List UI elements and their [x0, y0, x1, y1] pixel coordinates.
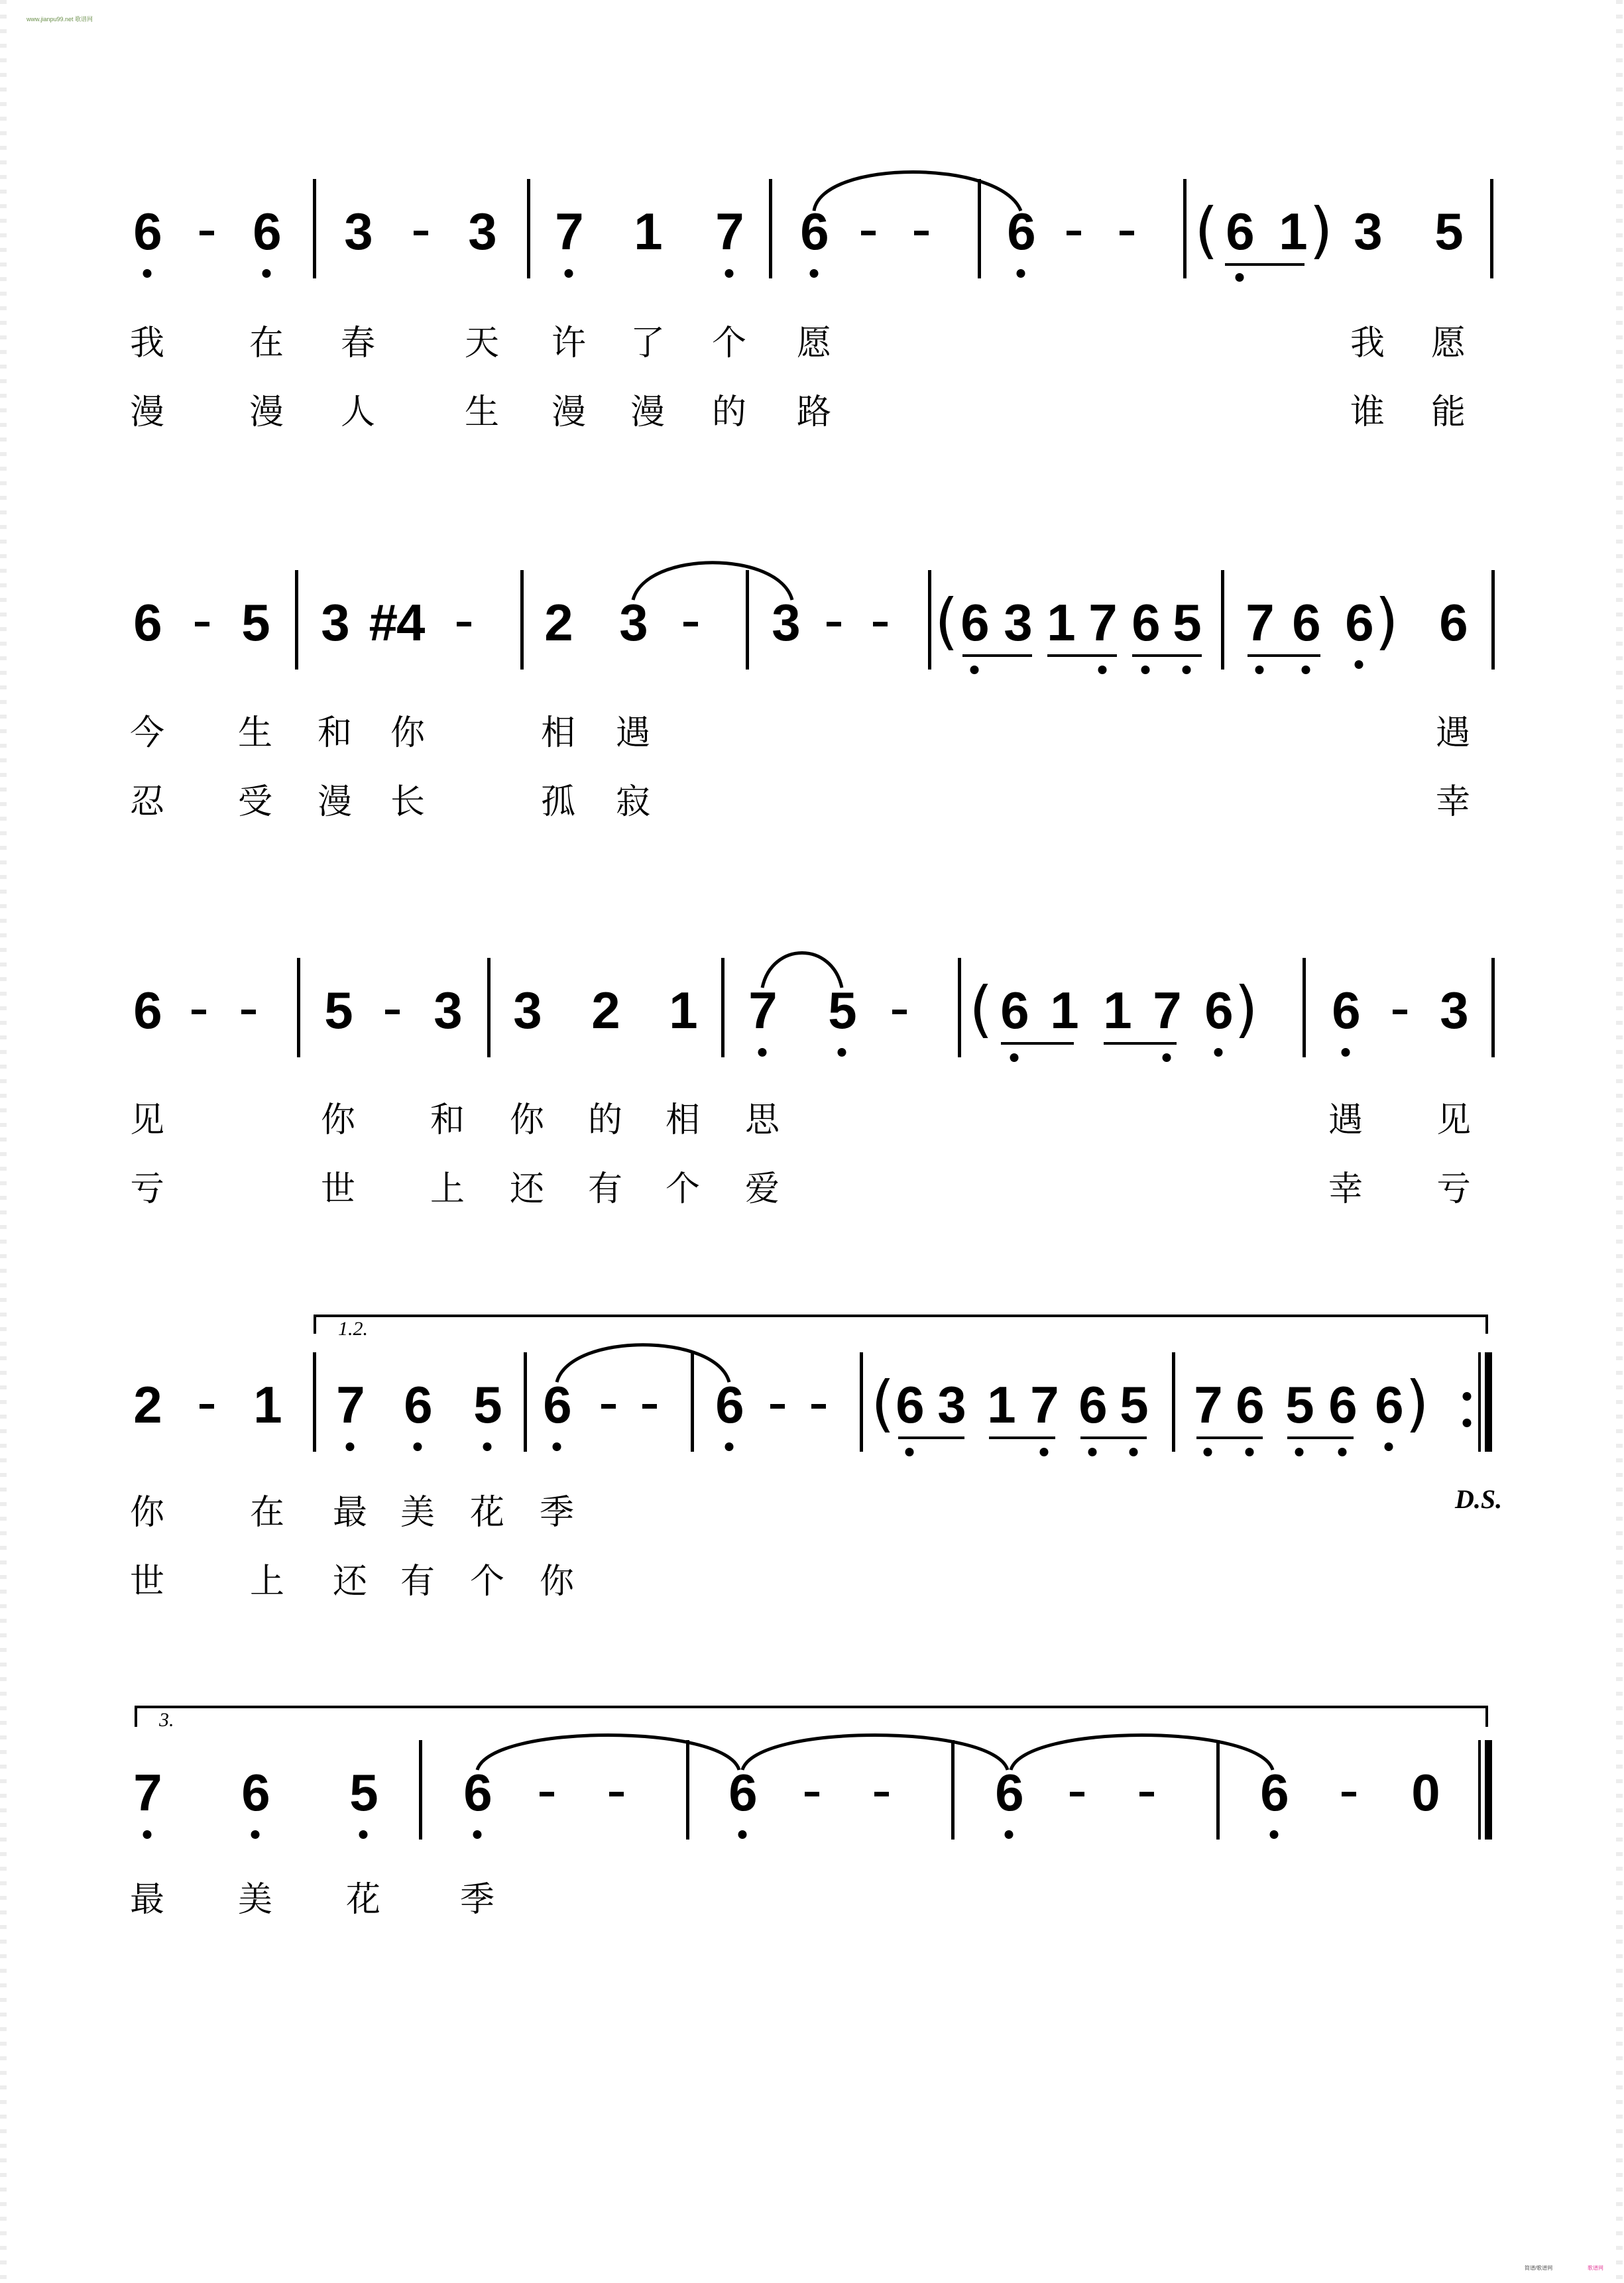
- lyric: 个: [665, 1169, 701, 1209]
- lyric: 我: [1350, 323, 1385, 363]
- lyric: 生: [237, 713, 273, 753]
- low-octave-dot: [725, 1442, 734, 1451]
- note: 6: [253, 202, 280, 261]
- notes-row: [0, 1368, 1624, 1511]
- extension-dash: [1120, 231, 1134, 235]
- final-barline-thick: [1485, 1352, 1492, 1452]
- note: 6: [1131, 593, 1159, 652]
- barline: [313, 179, 316, 278]
- low-octave-dot: [1214, 1048, 1223, 1057]
- footer-right-text: 歌谱网: [1588, 2265, 1603, 2271]
- extension-dash: [811, 1404, 826, 1409]
- lyric: 最: [332, 1493, 368, 1533]
- low-octave-dot: [553, 1442, 561, 1451]
- extension-dash: [601, 1404, 616, 1409]
- low-octave-dot: [970, 666, 979, 674]
- note: 3: [772, 593, 799, 652]
- eighth-underline: [1247, 654, 1320, 657]
- lyric: 路: [796, 392, 832, 432]
- tie: [477, 1735, 739, 1771]
- extension-dash: [770, 1404, 785, 1409]
- note: 3: [619, 593, 647, 652]
- lyric: 见: [1436, 1100, 1472, 1140]
- note: 5: [241, 593, 269, 652]
- lyric: 天: [464, 323, 500, 363]
- note: 6: [1439, 593, 1467, 652]
- extension-dash: [200, 231, 214, 235]
- barline: [721, 958, 725, 1057]
- lyric: 遇: [1328, 1100, 1363, 1140]
- note: 3: [468, 202, 496, 261]
- eighth-underline: [1080, 1436, 1147, 1439]
- note: 6: [728, 1763, 756, 1822]
- note: 2: [544, 593, 572, 652]
- lyric-row-1: [0, 1100, 1624, 1145]
- barline: [297, 958, 300, 1057]
- low-octave-dot: [810, 269, 819, 278]
- note: 6: [133, 202, 161, 261]
- extension-dash: [892, 1010, 907, 1014]
- lyric-row-2: [0, 782, 1624, 827]
- low-octave-dot: [1141, 666, 1150, 674]
- extension-dash: [385, 1010, 400, 1014]
- volta-bracket: [136, 1707, 1487, 1727]
- extension-dash: [1393, 1010, 1407, 1014]
- barline: [1183, 179, 1187, 278]
- tie: [742, 1735, 1008, 1771]
- lyric: 美: [400, 1493, 435, 1533]
- lyric: 幸: [1435, 782, 1471, 822]
- low-octave-dot: [1270, 1830, 1279, 1839]
- barline: [951, 1740, 955, 1840]
- note: 3: [321, 593, 349, 652]
- note: 7: [748, 981, 776, 1039]
- lyric: 亏: [129, 1169, 165, 1209]
- note: 5: [1173, 593, 1200, 652]
- lyric: 你: [390, 713, 426, 753]
- note: 7: [1088, 593, 1116, 652]
- lyric: 季: [539, 1493, 575, 1533]
- note: 6: [1226, 202, 1253, 261]
- note: 6: [1345, 593, 1373, 652]
- low-octave-dot: [1088, 1448, 1097, 1456]
- lyric: 漫: [630, 392, 666, 432]
- lyric: 你: [539, 1562, 575, 1602]
- lyric: 相: [665, 1100, 701, 1140]
- lyric: 遇: [615, 713, 651, 753]
- low-octave-dot: [1355, 660, 1363, 669]
- low-octave-dot: [483, 1442, 492, 1451]
- barline: [1303, 958, 1306, 1057]
- lyric: 你: [129, 1493, 165, 1533]
- low-octave-dot: [838, 1048, 846, 1057]
- barline: [686, 1740, 689, 1840]
- barline: [1172, 1352, 1175, 1452]
- note: 2: [591, 981, 619, 1039]
- note: 7: [1194, 1376, 1222, 1434]
- tie: [633, 563, 792, 600]
- paren-close: ): [1375, 586, 1399, 657]
- extension-dash: [1070, 1792, 1084, 1796]
- barline: [978, 179, 981, 278]
- lyric: 的: [587, 1100, 623, 1140]
- extension-dash: [1139, 1792, 1154, 1796]
- note: 3: [1440, 981, 1468, 1039]
- low-octave-dot: [251, 1830, 260, 1839]
- note: 3: [1004, 593, 1031, 652]
- low-octave-dot: [414, 1442, 422, 1451]
- note: 5: [1434, 202, 1462, 261]
- paren-close: ): [1234, 974, 1258, 1045]
- lyric-row-1: [0, 713, 1624, 758]
- low-octave-dot: [1098, 666, 1107, 674]
- extension-dash: [540, 1792, 554, 1796]
- eighth-underline: [1104, 1042, 1177, 1045]
- lyric: 思: [744, 1100, 780, 1140]
- lyric: 爱: [744, 1169, 780, 1209]
- note: 6: [800, 202, 828, 261]
- note: 3: [937, 1376, 965, 1434]
- note: 7: [1030, 1376, 1058, 1434]
- lyric: 相: [540, 713, 576, 753]
- extension-dash: [914, 231, 929, 235]
- low-octave-dot: [1040, 1448, 1049, 1456]
- extension-dash: [1067, 231, 1081, 235]
- paren-open: (: [871, 1368, 895, 1439]
- extension-dash: [861, 231, 876, 235]
- low-octave-dot: [565, 269, 573, 278]
- note: 6: [1292, 593, 1320, 652]
- lyric-row-1: [0, 1880, 1624, 1925]
- note: 5: [349, 1763, 377, 1822]
- low-octave-dot: [1236, 273, 1244, 282]
- lyric: 季: [459, 1880, 495, 1920]
- extension-dash: [874, 1792, 889, 1796]
- note: 6: [715, 1376, 743, 1434]
- notes-row: [0, 1763, 1624, 1899]
- low-octave-dot: [1255, 666, 1264, 674]
- barline: [487, 958, 491, 1057]
- lyric: 生: [464, 392, 500, 432]
- barline: [1216, 1740, 1220, 1840]
- eighth-underline: [1287, 1436, 1354, 1439]
- tie: [557, 1345, 729, 1382]
- eighth-underline: [1001, 1042, 1074, 1045]
- note: 6: [995, 1763, 1023, 1822]
- note: 1: [1047, 593, 1074, 652]
- lyric: 我: [129, 323, 165, 363]
- lyric-row-2: [0, 1169, 1624, 1214]
- site-watermark: www.jianpu99.net 歌谱网: [27, 16, 93, 23]
- lyric: 上: [430, 1169, 465, 1209]
- note: 3: [344, 202, 372, 261]
- note: 7: [1246, 593, 1273, 652]
- lyric: 有: [587, 1169, 623, 1209]
- barline: [1221, 570, 1224, 670]
- note: 6: [1236, 1376, 1263, 1434]
- note: #4: [369, 593, 424, 652]
- extension-dash: [805, 1792, 819, 1796]
- eighth-underline: [1047, 654, 1117, 657]
- extension-dash: [241, 1010, 256, 1014]
- note: 5: [828, 981, 856, 1039]
- extension-dash: [642, 1404, 657, 1409]
- low-octave-dot: [738, 1830, 747, 1839]
- barline: [928, 570, 931, 670]
- barline: [691, 1352, 694, 1452]
- paren-open: (: [1194, 195, 1218, 266]
- lyric: 见: [129, 1100, 165, 1140]
- lyric: 能: [1430, 392, 1466, 432]
- note: 1: [1279, 202, 1306, 261]
- barline: [313, 1352, 316, 1452]
- lyric: 漫: [551, 392, 587, 432]
- lyric: 世: [320, 1169, 356, 1209]
- tie: [1011, 1735, 1273, 1771]
- barline: [295, 570, 298, 670]
- note: 1: [669, 981, 697, 1039]
- low-octave-dot: [1005, 1830, 1014, 1839]
- low-octave-dot: [359, 1830, 368, 1839]
- lyric-row-1: [0, 1495, 1624, 1538]
- note: 6: [463, 1763, 491, 1822]
- note: 7: [336, 1376, 364, 1434]
- low-octave-dot: [1338, 1448, 1347, 1456]
- lyric: 愿: [1430, 323, 1466, 363]
- ds-marking: D.S.: [1455, 1484, 1503, 1514]
- lyric: 最: [129, 1880, 165, 1920]
- lyric: 世: [129, 1562, 165, 1602]
- barline: [527, 179, 530, 278]
- note: 3: [434, 981, 461, 1039]
- footer-left-text: 简谱/歌谱网: [1525, 2265, 1553, 2271]
- extension-dash: [683, 622, 698, 626]
- note: 6: [1078, 1376, 1106, 1434]
- barline: [958, 958, 961, 1057]
- lyric: 花: [345, 1880, 381, 1920]
- low-octave-dot: [1302, 666, 1310, 674]
- notes-row: [0, 974, 1624, 1117]
- low-octave-dot: [262, 269, 271, 278]
- lyric: 孤: [540, 782, 576, 822]
- lyric: 寂: [615, 782, 651, 822]
- lyric: 你: [320, 1100, 356, 1140]
- low-octave-dot: [905, 1448, 914, 1456]
- low-octave-dot: [725, 269, 734, 278]
- barline: [1478, 1740, 1481, 1840]
- lyric: 幸: [1328, 1169, 1363, 1209]
- note: 5: [473, 1376, 501, 1434]
- note: 1: [1103, 981, 1131, 1039]
- repeat-dot: [1463, 1392, 1472, 1401]
- note: 6: [133, 981, 161, 1039]
- lyric: 亏: [1436, 1169, 1472, 1209]
- lyric: 漫: [129, 392, 165, 432]
- barline: [1491, 570, 1495, 670]
- lyric: 还: [332, 1562, 368, 1602]
- lyric: 遇: [1435, 713, 1471, 753]
- lyric: 上: [249, 1562, 285, 1602]
- lyric: 和: [317, 713, 353, 753]
- repeat-dot: [1463, 1419, 1472, 1427]
- note: 1: [253, 1376, 281, 1434]
- note: 6: [1260, 1763, 1288, 1822]
- note: 6: [1328, 1376, 1356, 1434]
- lyric: 长: [390, 782, 426, 822]
- note: 3: [1354, 202, 1381, 261]
- lyric: 了: [630, 323, 666, 363]
- eighth-underline: [1225, 263, 1305, 266]
- lyric: 你: [509, 1100, 545, 1140]
- barline: [1491, 958, 1495, 1057]
- low-octave-dot: [758, 1048, 767, 1057]
- note: 6: [1204, 981, 1232, 1039]
- lyric: 谁: [1350, 392, 1385, 432]
- barline: [1490, 179, 1493, 278]
- paren-open: (: [969, 974, 993, 1045]
- low-octave-dot: [1295, 1448, 1304, 1456]
- note: 7: [133, 1763, 161, 1822]
- lyric: 个: [711, 323, 747, 363]
- lyric: 花: [469, 1493, 505, 1533]
- low-octave-dot: [1130, 1448, 1138, 1456]
- lyric: 有: [400, 1562, 435, 1602]
- lyric: 美: [237, 1880, 273, 1920]
- low-octave-dot: [1342, 1048, 1350, 1057]
- barline: [419, 1740, 422, 1840]
- lyric: 在: [249, 1493, 285, 1533]
- lyric: 春: [340, 323, 376, 363]
- note: 1: [1050, 981, 1078, 1039]
- low-octave-dot: [1183, 666, 1191, 674]
- eighth-underline: [1196, 1436, 1263, 1439]
- note: 5: [1120, 1376, 1147, 1434]
- lyric: 许: [551, 323, 587, 363]
- barline: [1478, 1352, 1481, 1452]
- volta-label: 3.: [159, 1709, 174, 1731]
- extension-dash: [609, 1792, 624, 1796]
- note: 6: [543, 1376, 571, 1434]
- final-barline-thick: [1485, 1740, 1492, 1840]
- extension-dash: [827, 622, 841, 626]
- extension-dash: [457, 622, 471, 626]
- low-octave-dot: [1204, 1448, 1212, 1456]
- barline: [769, 179, 772, 278]
- lyric: 和: [430, 1100, 465, 1140]
- volta-label: 1.2.: [338, 1318, 368, 1340]
- lyric: 漫: [317, 782, 353, 822]
- eighth-underline: [989, 1436, 1055, 1439]
- lyric: 忍: [129, 782, 165, 822]
- lyric: 在: [249, 323, 284, 363]
- note: 1: [987, 1376, 1015, 1434]
- barline: [746, 570, 749, 670]
- note: 7: [1153, 981, 1181, 1039]
- eighth-underline: [898, 1436, 964, 1439]
- low-octave-dot: [1010, 1053, 1019, 1062]
- note: 3: [513, 981, 541, 1039]
- lyric-row-2: [0, 1564, 1624, 1607]
- lyric: 的: [711, 392, 747, 432]
- extension-dash: [192, 1010, 206, 1014]
- lyric: 漫: [249, 392, 284, 432]
- volta-bracket: [315, 1316, 1487, 1334]
- lyric: 人: [340, 392, 376, 432]
- note: 6: [960, 593, 988, 652]
- lyric-row-1: [0, 323, 1624, 369]
- note: 6: [1007, 202, 1035, 261]
- low-octave-dot: [1385, 1442, 1393, 1451]
- low-octave-dot: [143, 269, 152, 278]
- low-octave-dot: [1246, 1448, 1254, 1456]
- note: 6: [133, 593, 161, 652]
- paren-close: ): [1405, 1368, 1429, 1439]
- note: 7: [715, 202, 743, 261]
- note: 1: [634, 202, 662, 261]
- note: 5: [324, 981, 352, 1039]
- lyric: 受: [237, 782, 273, 822]
- lyric: 还: [509, 1169, 545, 1209]
- extension-dash: [200, 1404, 214, 1409]
- low-octave-dot: [1163, 1053, 1171, 1062]
- note: 6: [404, 1376, 432, 1434]
- barline: [520, 570, 524, 670]
- lyric-row-2: [0, 392, 1624, 438]
- notes-row: [0, 195, 1624, 338]
- lyric: 个: [469, 1562, 505, 1602]
- note: 0: [1411, 1763, 1439, 1822]
- extension-dash: [873, 622, 888, 626]
- low-octave-dot: [1017, 269, 1025, 278]
- note: 2: [133, 1376, 161, 1434]
- note: 6: [896, 1376, 923, 1434]
- note: 6: [1375, 1376, 1403, 1434]
- note: 6: [1332, 981, 1360, 1039]
- eighth-underline: [962, 654, 1032, 657]
- extension-dash: [1342, 1792, 1356, 1796]
- paren-close: ): [1309, 195, 1333, 266]
- barline: [524, 1352, 527, 1452]
- low-octave-dot: [473, 1830, 482, 1839]
- paren-open: (: [935, 586, 958, 657]
- note: 5: [1285, 1376, 1313, 1434]
- eighth-underline: [1132, 654, 1202, 657]
- note: 6: [241, 1763, 269, 1822]
- extension-dash: [414, 231, 428, 235]
- notes-row: [0, 586, 1624, 729]
- extension-dash: [195, 622, 209, 626]
- note: 6: [1000, 981, 1028, 1039]
- low-octave-dot: [346, 1442, 355, 1451]
- barline: [860, 1352, 863, 1452]
- note: 7: [555, 202, 583, 261]
- lyric: 愿: [796, 323, 832, 363]
- lyric: 今: [129, 713, 165, 753]
- low-octave-dot: [143, 1830, 152, 1839]
